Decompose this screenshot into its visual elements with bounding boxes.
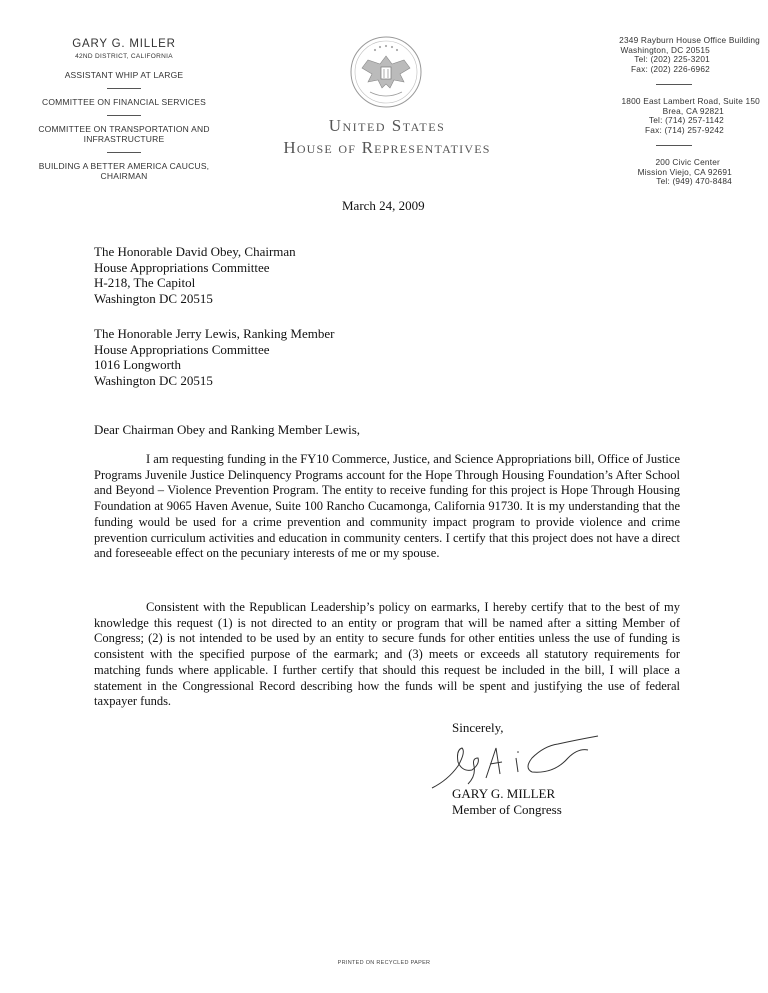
signer-name: GARY G. MILLER <box>452 786 556 801</box>
signature-block <box>452 786 562 817</box>
role-label: ASSISTANT WHIP AT LARGE <box>64 70 184 80</box>
house-seal-icon <box>348 34 424 110</box>
divider <box>107 88 141 89</box>
office-brea: 1800 East Lambert Road, Suite 150 Brea, CA 92821 Tel: (714) 257-1142 Fax: (714) 257-9242 <box>621 96 760 135</box>
divider <box>656 84 692 85</box>
letterhead-right <box>560 36 760 187</box>
caucus-label: BUILDING A BETTER AMERICA CAUCUS, CHAIRMAN <box>38 161 210 181</box>
salutation: Dear Chairman Obey and Ranking Member Lewis, <box>94 422 361 437</box>
letter-date: March 24, 2009 <box>342 198 425 213</box>
signer-title: Member of Congress <box>452 801 562 817</box>
office-dc: 2349 Rayburn House Office Building Washington, DC 20515 Tel: (202) 225-3201 Fax: (202) 226-6962 <box>619 35 760 74</box>
body-paragraph-2: Consistent with the Republican Leadership’s policy on earmarks, I hereby certify that to the best of my knowledge this request (1) is not directed to an entity or program that will be named after a sitting Member of Congress; (2) is not intended to be used by an entity to secure funds for other entities unless the use of funding is consistent with the specified purpose of the earmark; and (3) meets or exceeds all statutory requirements for matching funds where applicable. I further certify that should this request be included in the bill, I will place a statement in the Congressional Record describing how the funds will be spent and justifying the use of federal taxpayer funds. <box>94 600 680 709</box>
title-line-1: United States <box>328 116 446 135</box>
member-name: GARY G. MILLER <box>72 38 176 50</box>
recipient-address-obey: The Honorable David Obey, Chairman House Appropriations Committee H-218, The Capitol Washington DC 20515 <box>94 244 296 306</box>
committee-transportation: COMMITTEE ON TRANSPORTATION AND INFRASTRUCTURE <box>38 124 210 144</box>
letterhead-left <box>28 38 220 181</box>
recycled-paper-note: PRINTED ON RECYCLED PAPER <box>337 960 431 966</box>
committee-financial-services: COMMITTEE ON FINANCIAL SERVICES <box>42 97 206 107</box>
body-paragraph-1: I am requesting funding in the FY10 Commerce, Justice, and Science Appropriations bill, Office of Justice Programs Juvenile Justice Delinquency Programs account for the Hope Through Housing Foundation’s After School and Beyond – Violence Prevention Program. The entity to receive funding for this project is Hope Through Housing Foundation at 9065 Haven Avenue, Suite 100 Rancho Cucamonga, California 91730. It is my understanding that the funding would be used for a crime prevention and community impact program to provide violence and crime prevention curriculum activities and education in community centers. I certify that this project does not have a direct and foreseeable effect on the pecuniary interests of me or my spouse. <box>94 452 680 561</box>
divider <box>107 152 141 153</box>
divider <box>656 145 692 146</box>
house-title <box>262 116 512 158</box>
office-mission-viejo: 200 Civic Center Mission Viejo, CA 92691 Tel: (949) 470-8484 <box>637 157 732 186</box>
closing: Sincerely, <box>452 720 504 735</box>
divider <box>107 115 141 116</box>
recipient-address-lewis: The Honorable Jerry Lewis, Ranking Member House Appropriations Committee 1016 Longworth Washington DC 20515 <box>94 326 335 388</box>
district-label: 42ND DISTRICT, CALIFORNIA <box>75 53 173 60</box>
title-line-2: House of Representatives <box>283 138 491 157</box>
